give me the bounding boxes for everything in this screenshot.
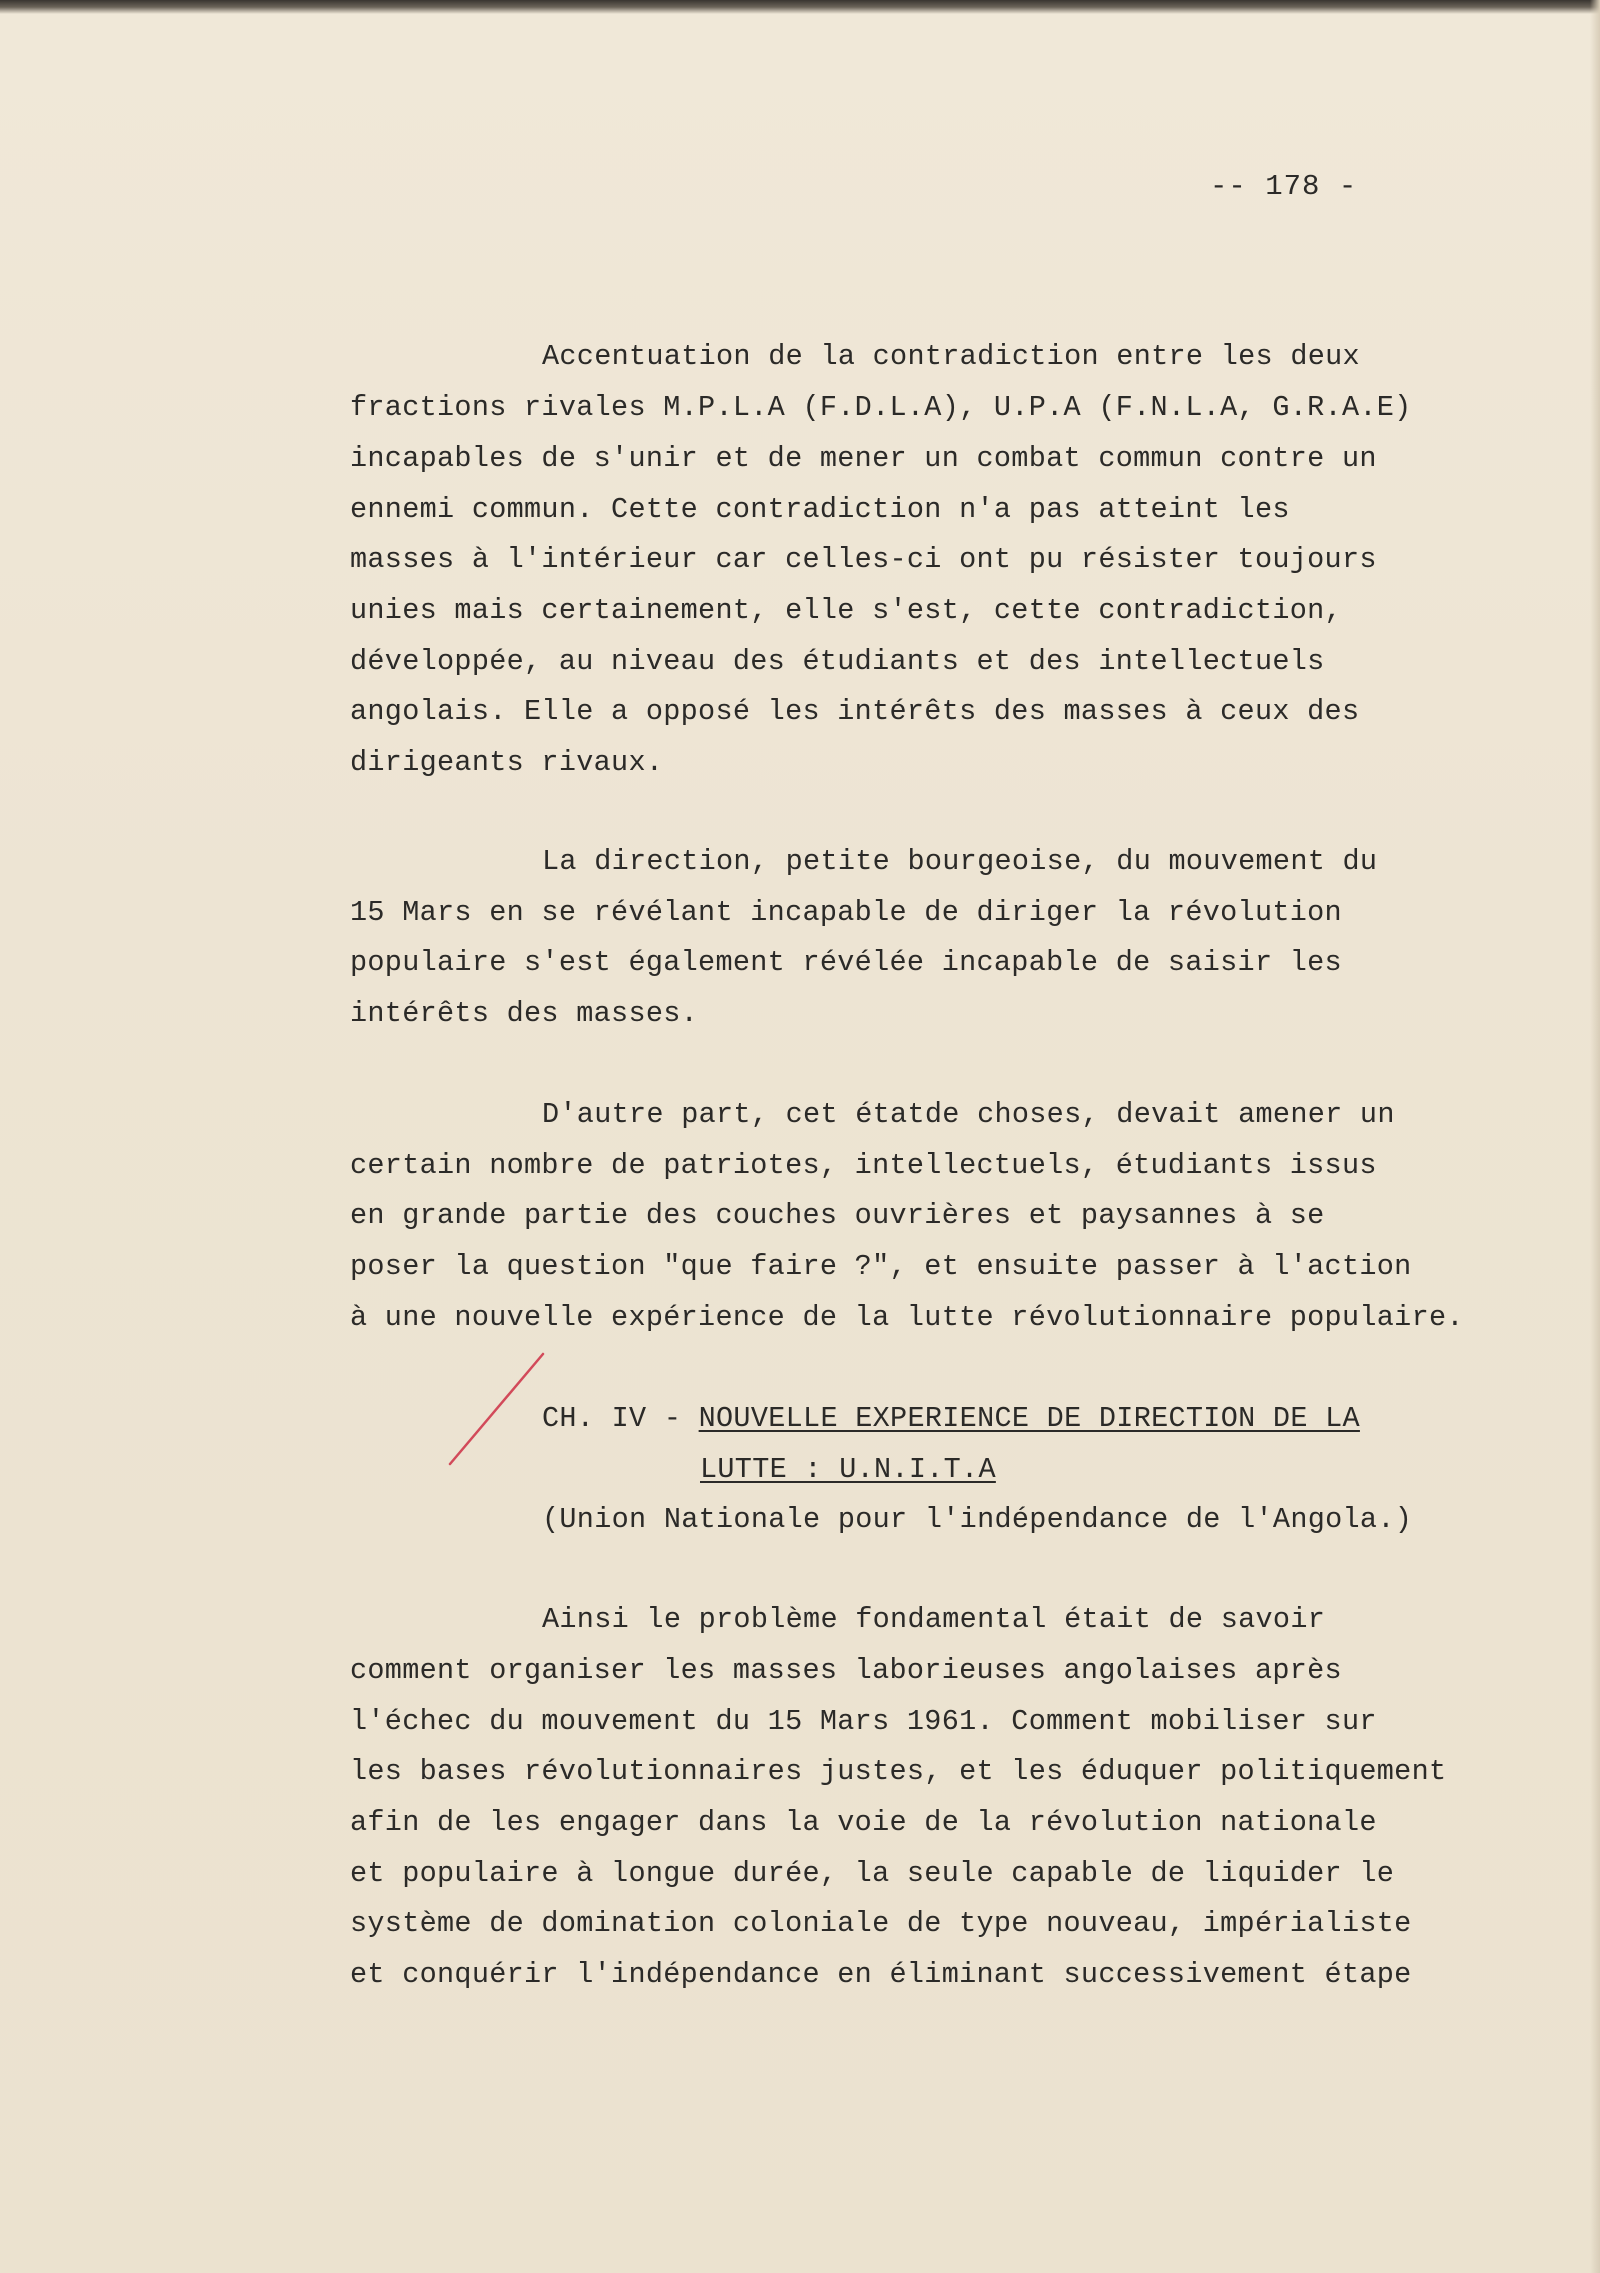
paragraph-line: développée, au niveau des étudiants et des intellectuels — [350, 645, 1325, 678]
paragraph-line: poser la question "que faire ?", et ensuite passer à l'action — [350, 1250, 1412, 1283]
paragraph-line: afin de les engager dans la voie de la révolution nationale — [350, 1806, 1377, 1839]
paragraph-line: ennemi commun. Cette contradiction n'a pas atteint les — [350, 493, 1290, 526]
paragraph-line: incapables de s'unir et de mener un combat commun contre un — [350, 442, 1377, 475]
chapter-title: NOUVELLE EXPERIENCE DE DIRECTION DE LA — [698, 1402, 1360, 1435]
paragraph-line: fractions rivales M.P.L.A (F.D.L.A), U.P.A (F.N.L.A, G.R.A.E) — [350, 391, 1412, 424]
paragraph-line: système de domination coloniale de type nouveau, impérialiste — [350, 1907, 1412, 1940]
paragraph-line: D'autre part, cet étatde choses, devait amener un — [542, 1098, 1395, 1131]
paragraph-line: l'échec du mouvement du 15 Mars 1961. Comment mobiliser sur — [350, 1705, 1377, 1738]
chapter-title-line-2: LUTTE : U.N.I.T.A — [700, 1453, 996, 1486]
paragraph-line: 15 Mars en se révélant incapable de diriger la révolution — [350, 896, 1342, 929]
chapter-prefix: CH. IV - — [542, 1402, 699, 1435]
chapter-subtitle: (Union Nationale pour l'indépendance de l'Angola.) — [542, 1503, 1413, 1536]
paragraph-line: et conquérir l'indépendance en éliminant successivement étape — [350, 1958, 1412, 1991]
page-right-edge — [1590, 0, 1600, 2273]
paragraph-line: les bases révolutionnaires justes, et les éduquer politiquement — [350, 1755, 1447, 1788]
paragraph-line: à une nouvelle expérience de la lutte révolutionnaire populaire. — [350, 1301, 1464, 1334]
paragraph-line: unies mais certainement, elle s'est, cette contradiction, — [350, 594, 1342, 627]
paragraph-line: masses à l'intérieur car celles-ci ont pu résister toujours — [350, 543, 1377, 576]
page-top-edge — [0, 0, 1600, 14]
paragraph-line: La direction, petite bourgeoise, du mouvement du — [542, 845, 1378, 878]
paragraph-line: certain nombre de patriotes, intellectuels, étudiants issus — [350, 1149, 1377, 1182]
paragraph-line: populaire s'est également révélée incapable de saisir les — [350, 946, 1342, 979]
chapter-title-line-1 — [542, 1402, 1360, 1435]
paragraph-line: intérêts des masses. — [350, 997, 699, 1030]
paragraph-line: angolais. Elle a opposé les intérêts des masses à ceux des — [350, 695, 1360, 728]
paragraph-line: Ainsi le problème fondamental était de savoir — [542, 1603, 1326, 1636]
red-pencil-mark — [440, 1350, 550, 1470]
paragraph-line: Accentuation de la contradiction entre les deux — [542, 340, 1360, 373]
paragraph-line: dirigeants rivaux. — [350, 746, 664, 779]
paragraph-line: et populaire à longue durée, la seule capable de liquider le — [350, 1857, 1395, 1890]
page-number: -- 178 - — [1210, 170, 1358, 203]
paragraph-line: comment organiser les masses laborieuses angolaises après — [350, 1654, 1342, 1687]
paragraph-line: en grande partie des couches ouvrières et paysannes à se — [350, 1199, 1325, 1232]
